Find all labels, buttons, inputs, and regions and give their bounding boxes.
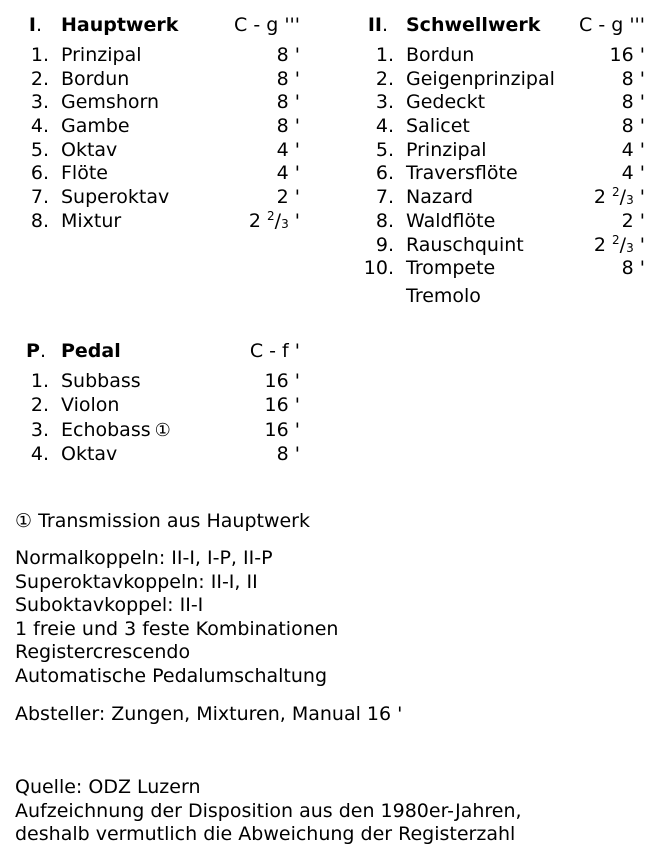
accessory-item: Registercrescendo [15,641,191,664]
stop-name: Violon [61,393,120,416]
stop-pitch: 4 ' [276,138,300,161]
stop-number: 9. [375,233,394,256]
stop-number: 2. [30,67,49,90]
division-title: Schwellwerk [406,14,541,36]
stop-name: Prinzipal [61,44,142,66]
accessory-item: 1 freie und 3 feste Kombinationen [15,617,339,640]
source-line: Quelle: ODZ Luzern [15,776,201,798]
stop-name: Gambe [61,115,130,138]
stop-number: 10. [363,257,394,280]
division-title: Pedal [61,340,121,362]
stop-row [30,44,300,68]
stop-number: 8. [375,209,394,232]
stop-number: 7. [375,186,394,209]
stop-number: 5. [375,138,394,161]
stop-number: 1. [30,370,49,392]
stop-row [375,44,645,68]
stop-row [375,209,645,234]
stop-number: 4. [30,443,49,466]
division-numeral: I. [28,14,42,36]
stop-row [30,67,300,92]
division-header [367,14,645,44]
footnote-text: ① Transmission aus Hauptwerk [15,510,311,532]
source-line: deshalb vermutlich die Abweichung der Registerzahl [15,823,516,846]
stop-pitch: 4 ' [276,162,300,185]
stop-number: 3. [30,419,49,442]
stop-pitch: 8 ' [276,443,300,466]
stop-row [30,91,300,115]
stop-pitch: 16 ' [264,370,300,392]
division-numeral: P. [26,340,46,362]
stop-row [363,257,645,281]
division-title: Hauptwerk [61,14,179,36]
stop-name: Flöte [61,162,108,185]
accessories-list [15,547,338,689]
stop-number: 3. [375,91,394,114]
stop-row [375,67,645,92]
stop-row [30,393,300,418]
accessory-item: Suboktavkoppel: II-I [15,594,204,617]
stop-number: 6. [375,162,394,185]
absteller [15,703,402,727]
stop-row [375,115,645,139]
stop-name: Nazard [406,186,474,209]
stop-pitch: 8 ' [621,67,645,90]
stop-number: 1. [30,44,49,66]
stop-name: Salicet [406,115,470,138]
stop-number: 6. [30,162,49,185]
stop-name: Subbass [61,370,141,392]
stop-pitch: 16 ' [264,419,300,442]
stop-name: Trompete [406,257,496,280]
accessory-item: Automatische Pedalumschaltung [15,664,328,687]
stop-name: Oktav [61,443,118,466]
division-pedal [26,340,300,467]
stop-row [30,115,300,139]
stop-pitch: 16 ' [609,44,645,66]
division-range: C - g ''' [234,14,300,36]
absteller-text: Absteller: Zungen, Mixturen, Manual 16 ' [15,703,403,725]
stop-number: 5. [30,138,49,161]
stop-name: Echobass ① [61,419,171,442]
stop-number: 4. [30,115,49,138]
stop-pitch: 4 ' [621,162,645,185]
stop-row [30,208,300,234]
stop-name: Superoktav [61,186,170,209]
stop-row [375,91,645,115]
stop-number: 1. [375,44,394,66]
division-numeral: II. [367,14,388,36]
stop-row [30,370,300,394]
source-note [15,776,522,847]
stop-row [375,232,645,258]
stop-row [375,138,645,163]
stop-pitch: 2 ' [276,186,300,209]
footnote-marker: ① [154,420,171,442]
division-header [28,14,300,44]
stop-row [375,185,645,210]
stop-row [375,162,645,186]
stop-number: 3. [30,91,49,114]
stop-name: Gemshorn [61,91,160,114]
stop-number: 7. [30,186,49,209]
stop-pitch: 8 ' [276,91,300,114]
division-header [26,340,300,370]
stop-pitch: 8 ' [276,115,300,138]
stop-row [30,162,300,186]
stop-pitch: 4 ' [621,138,645,161]
stop-pitch: 8 ' [621,115,645,138]
stop-row [30,417,300,443]
stop-number: 2. [375,67,394,90]
division-hauptwerk [28,14,300,234]
stop-number: 2. [30,393,49,416]
stop-name: Geigenprinzipal [406,67,555,90]
stop-row [30,443,300,467]
stop-pitch: 2 $^2/_3$ ' [593,185,645,209]
source-line: Aufzeichnung der Disposition aus den 1980er-Jahren, [15,799,522,822]
stop-name: Traversflöte [406,162,518,185]
stop-row [30,138,300,163]
stop-pitch: 8 ' [276,44,300,66]
stop-name: Prinzipal [406,138,487,161]
division-schwellwerk [363,14,645,311]
stop-pitch: 8 ' [621,91,645,114]
stop-name: Rauschquint [406,233,524,256]
stop-pitch: 8 ' [276,67,300,90]
footnote [15,510,310,534]
stop-name: Oktav [61,138,118,161]
stop-number: 4. [375,115,394,138]
stop-name: Bordun [61,67,130,90]
stop-name: Bordun [406,44,475,66]
stop-pitch: 2 ' [621,209,645,232]
stop-number: 8. [30,209,49,232]
stop-pitch: 2 $^2/_3$ ' [593,232,645,256]
stop-name: Mixtur [61,209,122,232]
division-range: C - g ''' [579,14,645,36]
stop-pitch: 2 $^2/_3$ ' [248,208,300,232]
stop-row [30,186,300,210]
accessory-item: Normalkoppeln: II-I, I-P, II-P [15,547,273,569]
stop-name: Waldflöte [406,209,496,232]
division-range: C - f ' [249,340,300,362]
accessory-item: Superoktavkoppeln: II-I, II [15,570,258,593]
stop-pitch: 8 ' [621,257,645,280]
tremolo-label: Tremolo [406,284,481,307]
stop-pitch: 16 ' [264,393,300,416]
stop-name: Gedeckt [406,91,486,114]
